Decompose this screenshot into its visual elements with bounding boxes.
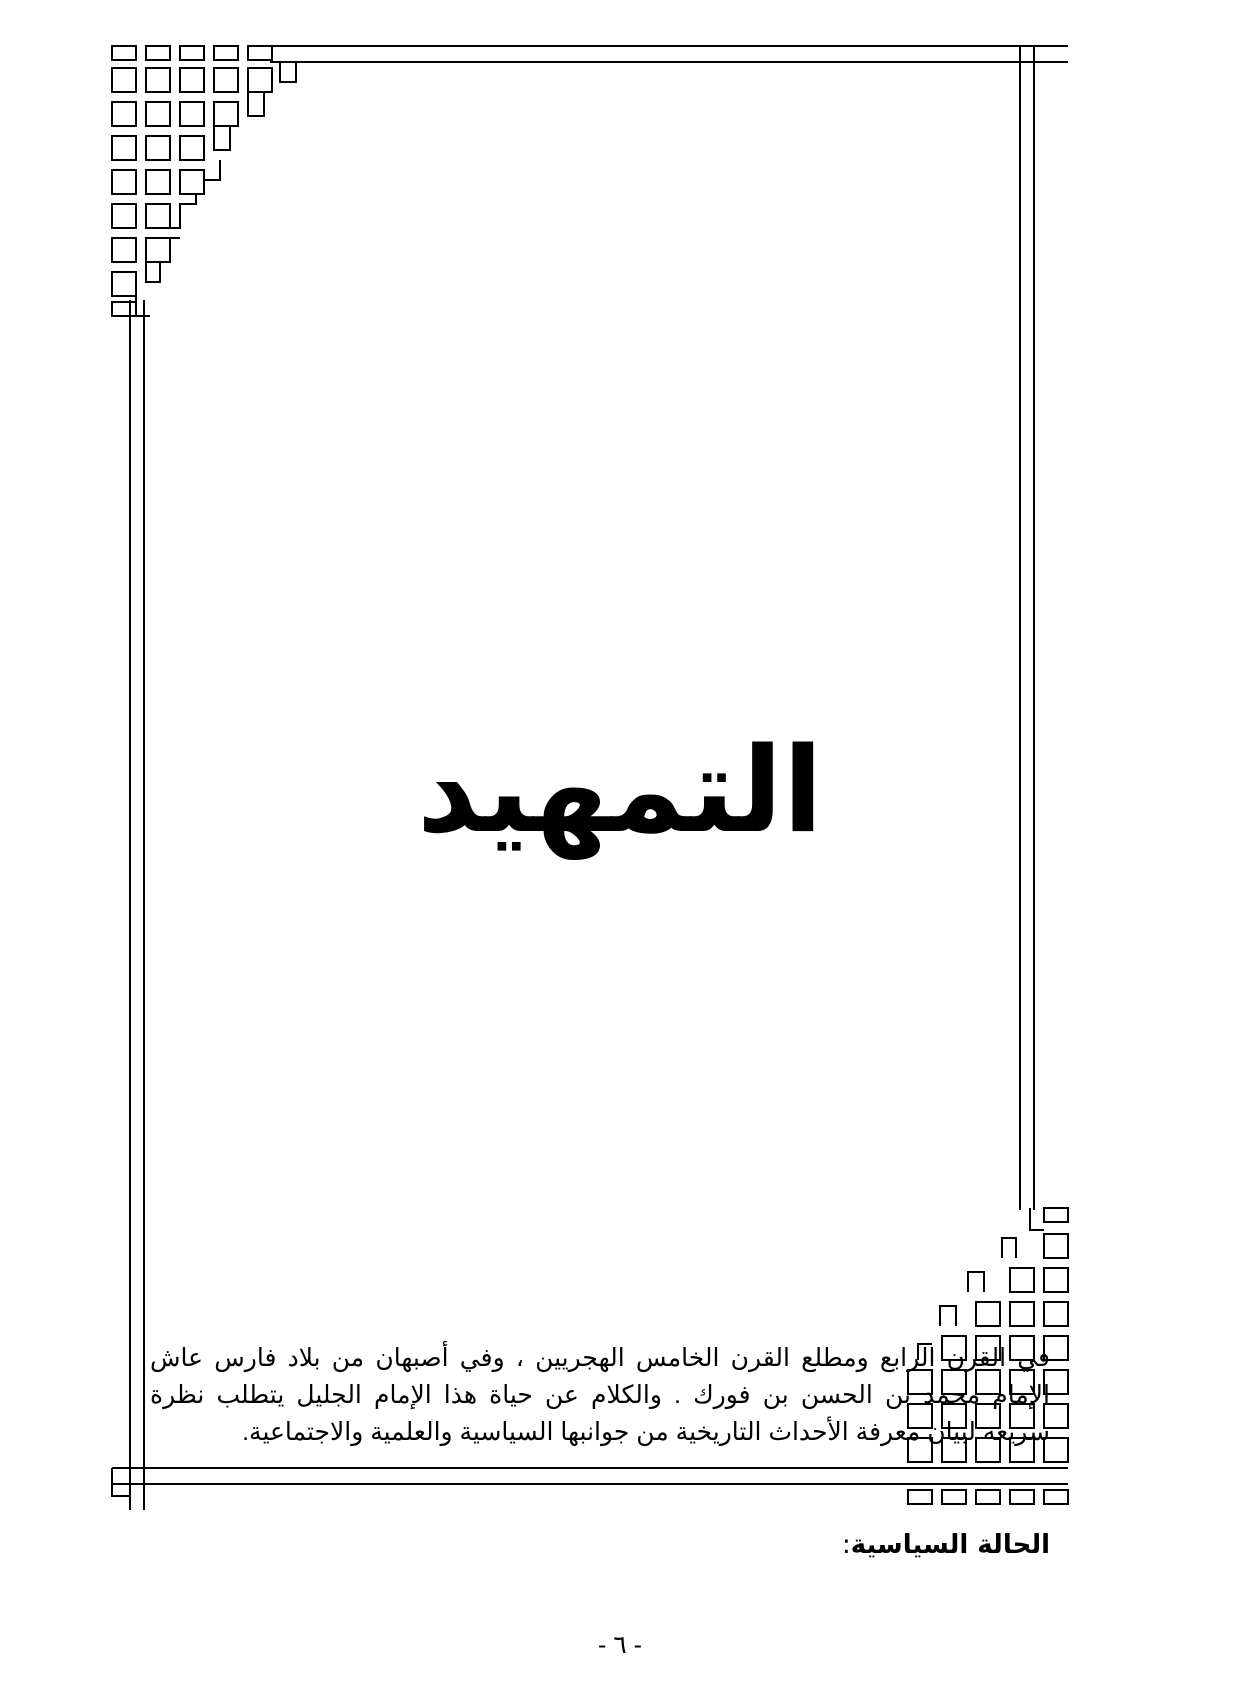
chapter-title: التمهيد xyxy=(416,721,824,859)
corner-ornament-top-left xyxy=(112,46,296,316)
section-heading-colon: : xyxy=(842,1530,851,1560)
corner-ornament-bottom-left xyxy=(112,1468,130,1496)
page-number: - ٦ - xyxy=(598,1631,642,1659)
section-heading-text: الحالة السياسية xyxy=(850,1530,1050,1560)
section-heading xyxy=(842,1530,1050,1560)
intro-paragraph: في القرن الرابع ومطلع القرن الخامس الهجريين ، وفي أصبهان من بلاد فارس عاش الإمام محمد بن الحسن بن فورك . والكلام عن حياة هذا الإمام الجليل يتطلب نظرة سريعة لبيان معرفة الأحداث التاريخية من جوانبها السياسية والعلمية والاجتماعية. xyxy=(150,1344,1050,1446)
